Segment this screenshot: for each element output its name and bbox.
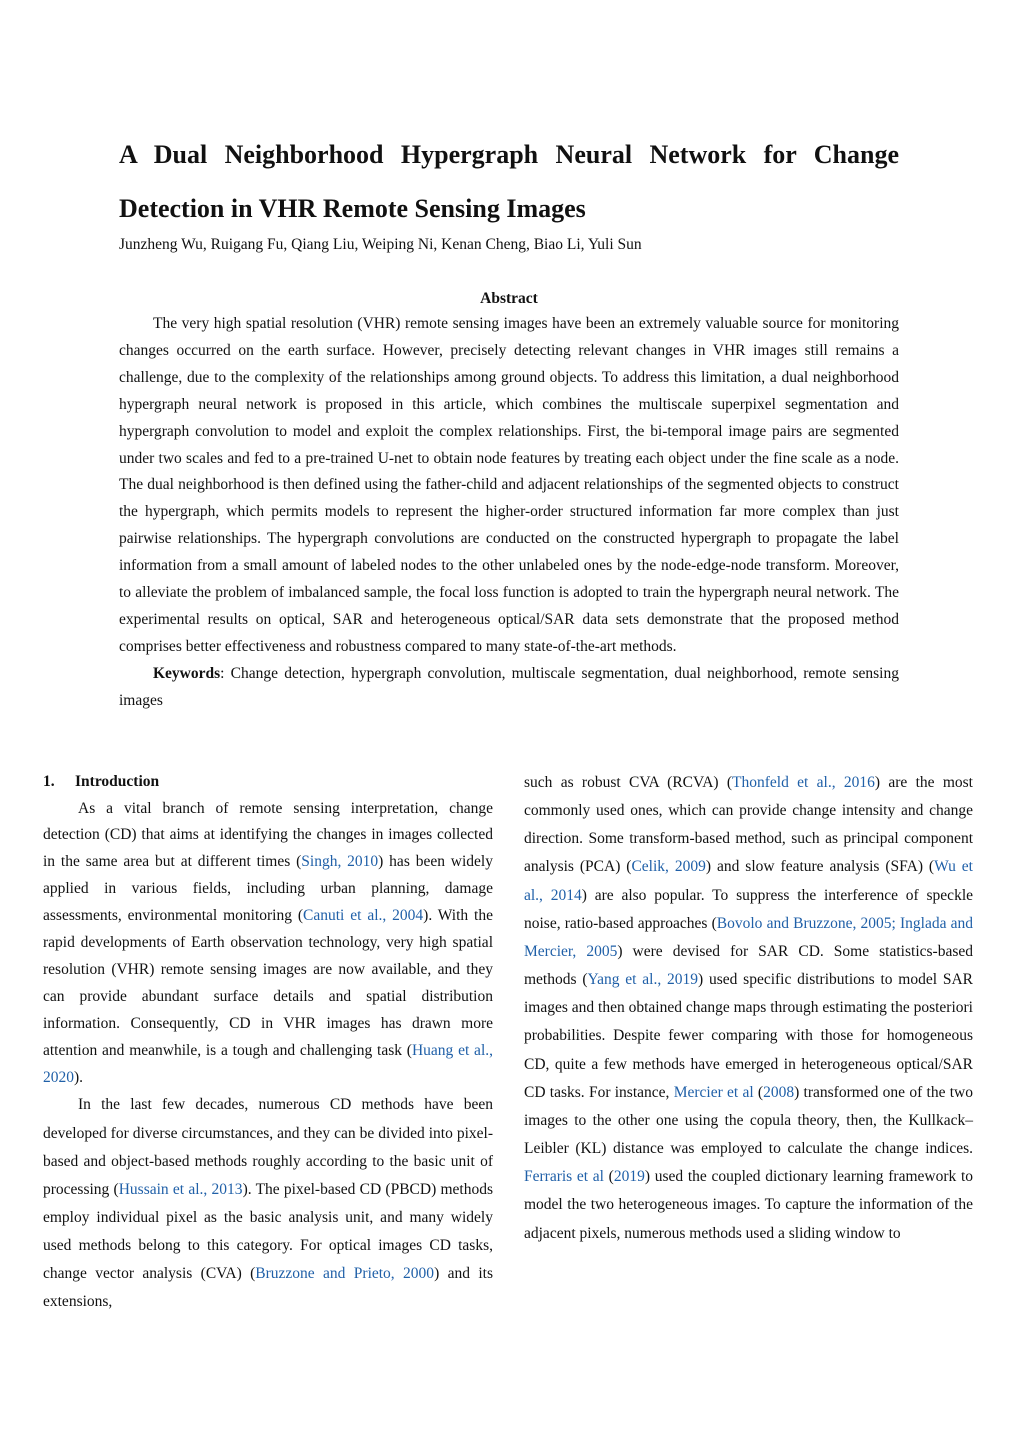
citation-link[interactable]: Singh, 2010 [301,853,379,871]
keywords [119,661,899,715]
keywords-list: Change detection, hypergraph convolution, multiscale segmentation, dual neighborhood, remote sensing images [119,664,899,709]
section-number: 1. [43,773,55,790]
text-run: ( [753,1083,764,1101]
section-title: Introduction [75,773,160,790]
citation-link[interactable]: 2019 [613,1168,645,1186]
citation-link[interactable]: Thonfeld et al., 2016 [732,774,875,791]
citation-link[interactable]: Yang et al., 2019 [587,971,699,989]
section-heading-introduction [43,769,493,796]
abstract-heading: Abstract [480,290,538,307]
text-run: ). With the rapid developments of Earth observation technology, very high spatial resolution (VHR) remote sensing images are now available, and they can provide abundant surface details and spatial distribution information. Consequently, CD in VHR images has drawn more attention and meanwhile, is a tough and challenging task ( [43,907,493,1059]
text-run: As a vital branch of remote sensing interpretation, change detection (CD) that aims at identifying the changes in images collected in the same area but at different times ( [43,799,493,871]
intro-paragraph-2-continued [524,769,973,1248]
citation-link[interactable]: Celik, 2009 [631,858,706,876]
text-run: such as robust CVA (RCVA) ( [524,774,733,791]
keywords-label: Keywords [153,664,221,682]
intro-paragraph-1 [43,796,493,1092]
author-list: Junzheng Wu, Ruigang Fu, Qiang Liu, Weiping Ni, Kenan Cheng, Biao Li, Yuli Sun [119,236,642,253]
citation-link[interactable]: Canuti et al., 2004 [303,907,424,925]
abstract-text: The very high spatial resolution (VHR) remote sensing images have been an extremely valuable source for monitoring changes occurred on the earth surface. However, precisely detecting relevant changes in VHR images still remains a challenge, due to the complexity of the relationships among ground objects. To address this limitation, a dual neighborhood hypergraph neural network is proposed in this article, which combines the multiscale superpixel segmentation and hypergraph convolution to model and exploit the complex relationships. First, the bi-temporal image pairs are segmented under two scales and fed to a pre-trained U-net to obtain node features by treating each object under the fine scale as a node. The dual neighborhood is then defined using the father-child and adjacent relationships of the segmented objects to construct the hypergraph, which permits models to represent the higher-order structured information far more complex than just pairwise relationships. The hypergraph convolutions are conducted on the constructed hypergraph to propagate the label information from a small amount of labeled nodes to the other unlabeled ones by the node-edge-node transform. Moreover, to alleviate the problem of imbalanced sample, the focal loss function is adopted to train the hypergraph neural network. The experimental results on optical, SAR and heterogeneous optical/SAR data sets demonstrate that the proposed method comprises better effectiveness and robustness compared to many state-of-the-art methods. [119,315,899,655]
text-run: ) are the most commonly used ones, which can provide change intensity and change direction. Some transform-based method, such as principal component analysis (PCA) ( [524,774,973,876]
text-run: ( [603,1168,614,1186]
abstract-section [119,287,899,715]
text-run: ) transformed one of the two images to the other one using the copula theory, then, the Kullkack–Leibler (KL) distance was employed to calculate the change indices. [524,1083,973,1158]
text-run: ). [74,1068,84,1086]
right-column [524,769,973,1248]
citation-link[interactable]: Bruzzone and Prieto, 2000 [255,1265,435,1283]
text-run: ) were devised for SAR CD. Some statistics-based methods ( [524,942,973,989]
text-run: ) and its extensions, [43,1265,493,1311]
citation-link[interactable]: Huang et al., 2020 [43,1041,493,1086]
text-run: ) are also popular. To suppress the interference of speckle noise, ratio-based approaches ( [524,886,974,932]
text-run: ) has been widely applied in various fields, including urban planning, damage assessments, environmental monitoring ( [43,853,493,925]
citation-link[interactable]: 2008 [763,1083,795,1101]
text-run: ) used specific distributions to model SAR images and then obtained change maps through estimating the posteriori probabilities. Despite fewer comparing with those for homogeneous CD, quite a few methods have emerged in heterogeneous optical/SAR CD tasks. For instance, [524,971,973,1101]
citation-link[interactable]: Wu et al., 2014 [524,858,973,904]
text-run: ). The pixel-based CD (PBCD) methods employ individual pixel as the basic analysis unit, and many widely used methods belong to this category. For optical images CD tasks, change vector analysis (CVA) ( [43,1180,494,1283]
text-run: In the last few decades, numerous CD methods have been developed for diverse circumstances, and they can be divided into pixel-based and object-based methods roughly according to the basic unit of processing ( [43,1096,493,1198]
citation-link[interactable]: Hussain et al., 2013 [118,1180,243,1198]
intro-paragraph-2 [43,1091,493,1316]
citation-link[interactable]: Mercier et al [673,1083,754,1101]
citation-link[interactable]: Ferraris et al [524,1168,604,1186]
text-run: ) and slow feature analysis (SFA) ( [705,858,935,876]
paper-title: A Dual Neighborhood Hypergraph Neural Network for Change Detection in VHR Remote Sensing Images [119,140,899,223]
citation-link[interactable]: Bovolo and Bruzzone, 2005; Inglada and Mercier, 2005 [524,914,973,960]
text-run: ) used the coupled dictionary learning framework to model the two heterogeneous images. To capture the information of the adjacent pixels, numerous methods used a sliding window to [524,1168,974,1242]
keywords-separator: : [220,664,225,682]
left-column [43,769,493,1316]
